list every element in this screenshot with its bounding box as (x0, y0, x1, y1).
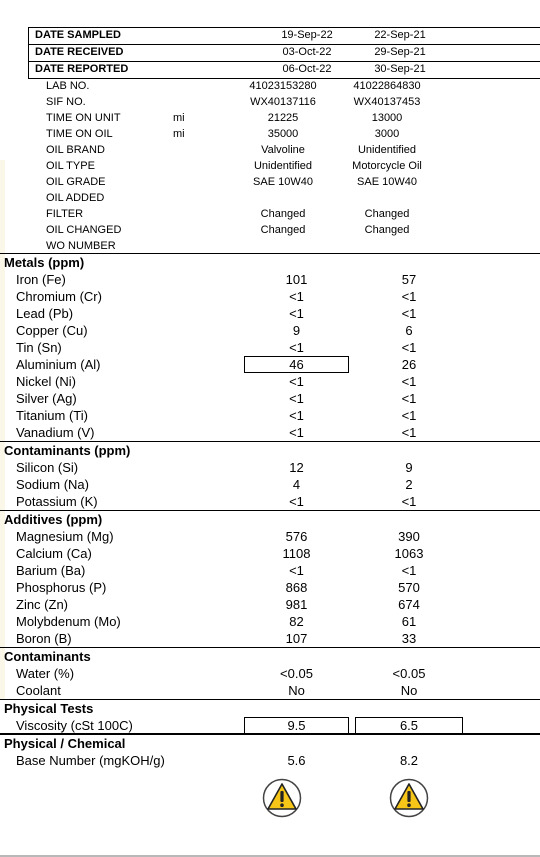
info-value-previous: Changed (364, 208, 410, 220)
date-value-previous: 22-Sep-21 (374, 29, 426, 41)
result-value-current: 1108 (282, 546, 311, 561)
result-row (0, 288, 540, 305)
result-value-previous: <1 (401, 306, 417, 321)
result-value-previous: <1 (401, 289, 417, 304)
info-value-previous: 13000 (371, 112, 403, 124)
result-label: Zinc (Zn) (16, 597, 68, 612)
date-value-current: 19-Sep-22 (281, 29, 333, 41)
info-value-current: Unidentified (253, 160, 313, 172)
result-row (0, 373, 540, 390)
result-label: Magnesium (Mg) (16, 529, 114, 544)
info-row (0, 207, 540, 223)
result-label: Chromium (Cr) (16, 289, 102, 304)
result-value-previous: <1 (401, 494, 417, 509)
info-value-previous: SAE 10W40 (357, 176, 417, 188)
result-row (0, 562, 540, 579)
result-label: Potassium (K) (16, 494, 98, 509)
result-value-current: 12 (289, 460, 304, 475)
result-value-current: <1 (289, 289, 304, 304)
result-label: Copper (Cu) (16, 323, 88, 338)
result-row (0, 390, 540, 407)
section-title: Contaminants (ppm) (4, 443, 131, 458)
result-row (0, 682, 540, 699)
result-value-current: <1 (289, 306, 304, 321)
info-value-current: 35000 (267, 128, 299, 140)
warning-icon (389, 778, 429, 818)
info-value-current: 41023153280 (249, 80, 317, 92)
sample-info (0, 79, 540, 255)
result-row (0, 596, 540, 613)
result-label: Molybdenum (Mo) (16, 614, 121, 629)
result-label: Iron (Fe) (16, 272, 66, 287)
info-label: OIL GRADE (46, 176, 106, 188)
result-value-previous: 8.2 (399, 753, 419, 768)
results-section (0, 647, 540, 699)
result-value-current: 576 (285, 529, 308, 544)
info-value-previous: Changed (364, 224, 410, 236)
info-value-current: Changed (260, 208, 306, 220)
result-value-current: <1 (289, 391, 304, 406)
result-value-previous: 9 (405, 460, 413, 475)
result-value-current: No (288, 683, 305, 698)
date-value-previous: 29-Sep-21 (374, 46, 426, 58)
result-row (0, 424, 540, 441)
result-label: Nickel (Ni) (16, 374, 76, 389)
info-label: SIF NO. (46, 96, 86, 108)
result-row (0, 407, 540, 424)
info-value-previous: 3000 (374, 128, 400, 140)
result-value-previous: 6 (405, 323, 413, 338)
result-row (0, 545, 540, 562)
result-label: Silver (Ag) (16, 391, 77, 406)
result-label: Vanadium (V) (16, 425, 95, 440)
result-row (0, 717, 540, 734)
date-value-current: 03-Oct-22 (282, 46, 332, 58)
info-value-previous: 41022864830 (353, 80, 421, 92)
result-label: Barium (Ba) (16, 563, 86, 578)
result-row (0, 305, 540, 322)
info-label: OIL TYPE (46, 160, 95, 172)
result-row (0, 665, 540, 682)
results-section (0, 253, 540, 441)
section-title: Metals (ppm) (4, 255, 85, 270)
result-row (0, 493, 540, 510)
result-value-current: 981 (285, 597, 308, 612)
info-value-current: WX40137116 (250, 96, 316, 108)
info-row (0, 143, 540, 159)
result-label: Water (%) (16, 666, 75, 681)
section-title: Additives (ppm) (4, 512, 103, 527)
date-label: DATE REPORTED (35, 63, 129, 75)
result-value-previous: No (400, 683, 418, 698)
date-label: DATE RECEIVED (35, 46, 124, 58)
date-sampled-row (28, 28, 540, 45)
date-reported-row (28, 62, 540, 79)
info-row (0, 111, 540, 127)
result-value-previous: 1063 (394, 546, 424, 561)
result-value-current: <1 (289, 425, 304, 440)
results-section (0, 510, 540, 647)
result-value-previous: <1 (401, 391, 417, 406)
info-value-current: SAE 10W40 (253, 176, 313, 188)
result-value-previous: <1 (401, 340, 417, 355)
info-row (0, 79, 540, 95)
result-label: Viscosity (cSt 100C) (16, 718, 133, 733)
result-row (0, 356, 540, 373)
result-value-previous: 33 (401, 631, 417, 646)
info-value-previous: Motorcycle Oil (352, 160, 422, 172)
info-row (0, 191, 540, 207)
result-label: Titanium (Ti) (16, 408, 88, 423)
result-label: Phosphorus (P) (16, 580, 107, 595)
info-unit: mi (173, 128, 185, 140)
date-received-row (28, 45, 540, 62)
date-value-current: 06-Oct-22 (282, 63, 332, 75)
results-section (0, 734, 540, 769)
info-label: WO NUMBER (46, 240, 116, 252)
info-value-current: Valvoline (261, 144, 305, 156)
result-value-current: <1 (289, 494, 304, 509)
result-label: Lead (Pb) (16, 306, 74, 321)
result-value-previous: <1 (401, 425, 417, 440)
result-value-current: 101 (285, 272, 308, 287)
result-label: Tin (Sn) (16, 340, 62, 355)
info-label: TIME ON UNIT (46, 112, 121, 124)
results-section (0, 441, 540, 510)
info-row (0, 159, 540, 175)
info-value-current: 21225 (267, 112, 299, 124)
result-value-previous: 390 (398, 529, 420, 544)
info-value-previous: Unidentified (357, 144, 417, 156)
result-row (0, 579, 540, 596)
info-row (0, 175, 540, 191)
result-value-previous: 26 (401, 357, 417, 372)
result-value-current: <1 (289, 563, 304, 578)
section-title: Physical / Chemical (4, 736, 126, 751)
info-label: OIL CHANGED (46, 224, 122, 236)
result-label: Calcium (Ca) (16, 546, 92, 561)
info-row (0, 95, 540, 111)
result-value-previous: <1 (401, 563, 417, 578)
info-label: OIL ADDED (46, 192, 105, 204)
info-unit: mi (173, 112, 185, 124)
result-value-current: 9.5 (244, 717, 349, 734)
info-label: FILTER (46, 208, 84, 220)
result-value-previous: 2 (405, 477, 413, 492)
result-label: Silicon (Si) (16, 460, 79, 475)
result-row (0, 528, 540, 545)
result-value-current: <1 (289, 374, 304, 389)
result-label: Aluminium (Al) (16, 357, 101, 372)
info-label: TIME ON OIL (46, 128, 113, 140)
section-title: Contaminants (4, 649, 91, 664)
result-value-previous: 6.5 (355, 717, 463, 734)
result-value-current: 107 (285, 631, 308, 646)
info-value-current: Changed (260, 224, 306, 236)
info-label: OIL BRAND (46, 144, 105, 156)
result-value-previous: <1 (401, 408, 417, 423)
result-value-previous: 570 (398, 580, 420, 595)
info-row (0, 127, 540, 143)
result-value-current: 82 (289, 614, 304, 629)
result-value-current: <0.05 (280, 666, 313, 681)
section-title: Physical Tests (4, 701, 94, 716)
warning-icon (262, 778, 302, 818)
date-value-previous: 30-Sep-21 (374, 63, 426, 75)
result-value-current: 9 (292, 323, 301, 338)
result-row (0, 322, 540, 339)
result-value-previous: 674 (398, 597, 420, 612)
result-value-current: 5.6 (287, 753, 306, 768)
result-row (0, 752, 540, 769)
result-value-current: <1 (289, 408, 304, 423)
results-sections (0, 253, 540, 769)
result-value-previous: <0.05 (392, 666, 426, 681)
result-value-previous: 57 (401, 272, 417, 287)
result-row (0, 339, 540, 356)
result-value-previous: <1 (401, 374, 417, 389)
result-label: Boron (B) (16, 631, 72, 646)
result-row (0, 476, 540, 493)
results-section (0, 699, 540, 734)
result-label: Base Number (mgKOH/g) (16, 753, 165, 768)
result-row (0, 630, 540, 647)
result-label: Coolant (16, 683, 61, 698)
info-label: LAB NO. (46, 80, 90, 92)
result-value-current: <1 (289, 340, 304, 355)
result-value-current: 46 (244, 356, 349, 373)
result-row (0, 271, 540, 288)
date-label: DATE SAMPLED (35, 29, 121, 41)
result-label: Sodium (Na) (16, 477, 89, 492)
result-value-current: 868 (285, 580, 308, 595)
result-row (0, 613, 540, 630)
result-value-previous: 61 (401, 614, 417, 629)
info-row (0, 223, 540, 239)
report-dates (28, 27, 540, 79)
result-row (0, 459, 540, 476)
result-value-current: 4 (292, 477, 301, 492)
info-value-previous: WX40137453 (353, 96, 421, 108)
